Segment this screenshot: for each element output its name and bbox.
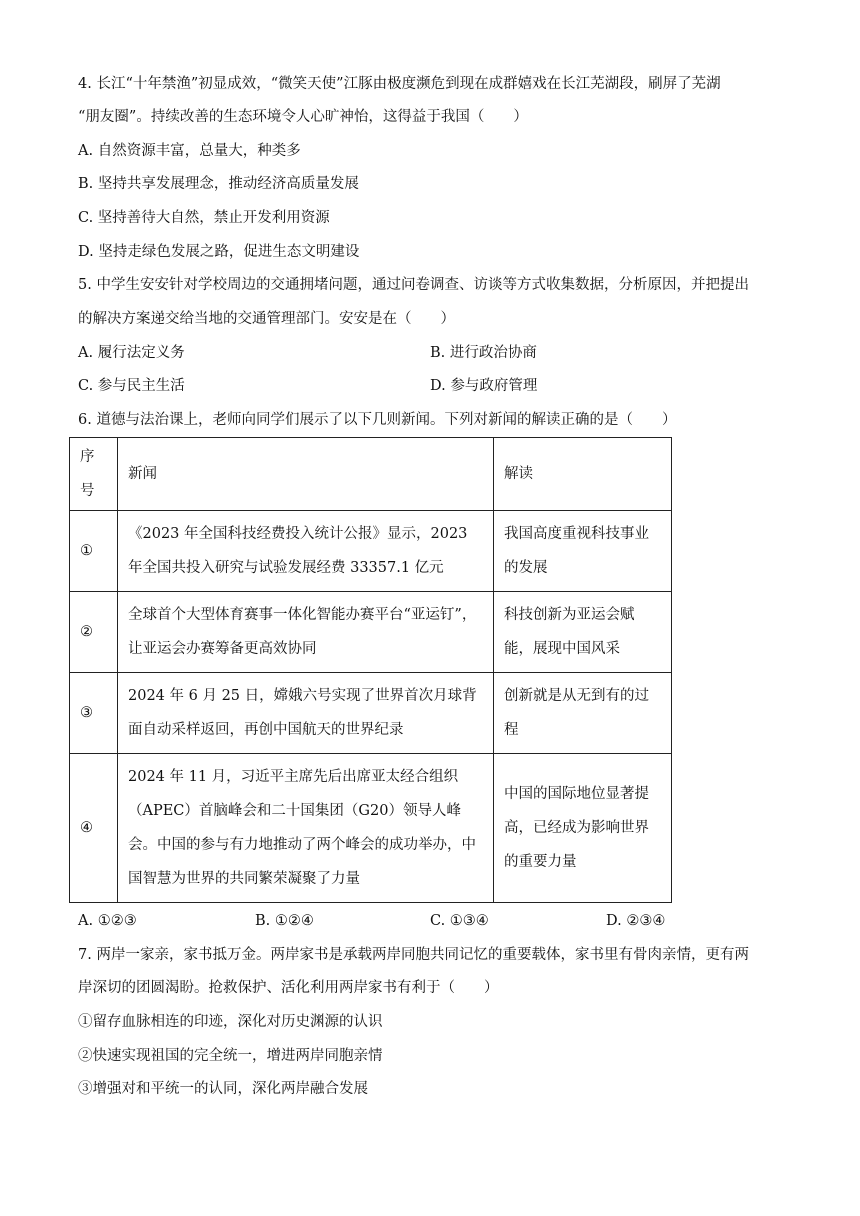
row-news: 《2023 年全国科技经费投入统计公报》显示，2023 年全国共投入研究与试验发展经费 33357.1 亿元 <box>118 511 494 592</box>
q7-statement-1: ①留存血脉相连的印迹，深化对历史渊源的认识 <box>78 1014 383 1030</box>
q5-option-c: C. 参与民主生活 <box>78 378 185 394</box>
q6-option-a: A. ①②③ <box>78 913 137 929</box>
row-no: ① <box>70 511 118 592</box>
header-news: 新闻 <box>118 438 494 511</box>
q5-option-a: A. 履行法定义务 <box>78 345 185 361</box>
row-news: 2024 年 6 月 25 日，嫦娥六号实现了世界首次月球背面自动采样返回，再创中国航天的世界纪录 <box>118 673 494 754</box>
table-row <box>70 754 672 903</box>
table-row <box>70 511 672 592</box>
q4-option-b: B. 坚持共享发展理念，推动经济高质量发展 <box>78 176 359 192</box>
q5-stem-line-2: 的解决方案递交给当地的交通管理部门。安安是在（ ） <box>78 311 455 327</box>
q7-statement-3: ③增强对和平统一的认同，深化两岸融合发展 <box>78 1081 368 1097</box>
row-no: ④ <box>70 754 118 903</box>
q5-option-d: D. 参与政府管理 <box>430 378 538 394</box>
q4-option-d: D. 坚持走绿色发展之路，促进生态文明建设 <box>78 244 360 260</box>
q7-statement-2: ②快速实现祖国的完全统一，增进两岸同胞亲情 <box>78 1048 383 1064</box>
q7-stem-line-1: 7. 两岸一家亲，家书抵万金。两岸家书是承载两岸同胞共同记忆的重要载体，家书里有骨肉亲情，更有两 <box>78 947 749 963</box>
row-news: 全球首个大型体育赛事一体化智能办赛平台“亚运钉”，让亚运会办赛筹备更高效协同 <box>118 592 494 673</box>
row-news: 2024 年 11 月，习近平主席先后出席亚太经合组织（APEC）首脑峰会和二十国集团（G20）领导人峰会。中国的参与有力地推动了两个峰会的成功举办，中国智慧为世界的共同繁荣凝聚了力量 <box>118 754 494 903</box>
table-row <box>70 673 672 754</box>
q6-option-b: B. ①②④ <box>255 913 314 929</box>
q5-option-b: B. 进行政治协商 <box>430 345 537 361</box>
row-reading: 创新就是从无到有的过程 <box>494 673 672 754</box>
q4-option-c: C. 坚持善待大自然，禁止开发利用资源 <box>78 210 330 226</box>
q4-stem-line-1: 4. 长江“十年禁渔”初显成效，“微笑天使”江豚由极度濒危到现在成群嬉戏在长江芜湖段，刷屏了芜湖 <box>78 76 721 92</box>
row-reading: 中国的国际地位显著提高，已经成为影响世界的重要力量 <box>494 754 672 903</box>
table-row <box>70 592 672 673</box>
q5-stem-line-1: 5. 中学生安安针对学校周边的交通拥堵问题，通过问卷调查、访谈等方式收集数据，分析原因，并把提出 <box>78 277 749 293</box>
news-table <box>69 437 672 903</box>
row-reading: 我国高度重视科技事业的发展 <box>494 511 672 592</box>
header-no: 序号 <box>70 438 118 511</box>
q6-option-c: C. ①③④ <box>430 913 489 929</box>
q7-stem-line-2: 岸深切的团圆渴盼。抢救保护、活化利用两岸家书有利于（ ） <box>78 980 499 996</box>
table-header-row <box>70 438 672 511</box>
header-reading: 解读 <box>494 438 672 511</box>
q4-option-a: A. 自然资源丰富，总量大，种类多 <box>78 143 301 159</box>
row-no: ② <box>70 592 118 673</box>
q4-stem-line-2: “朋友圈”。持续改善的生态环境令人心旷神怡，这得益于我国（ ） <box>78 109 528 125</box>
row-no: ③ <box>70 673 118 754</box>
q6-option-d: D. ②③④ <box>606 913 666 929</box>
row-reading: 科技创新为亚运会赋能，展现中国风采 <box>494 592 672 673</box>
q6-stem-line-1: 6. 道德与法治课上，老师向同学们展示了以下几则新闻。下列对新闻的解读正确的是（ ） <box>78 412 677 428</box>
